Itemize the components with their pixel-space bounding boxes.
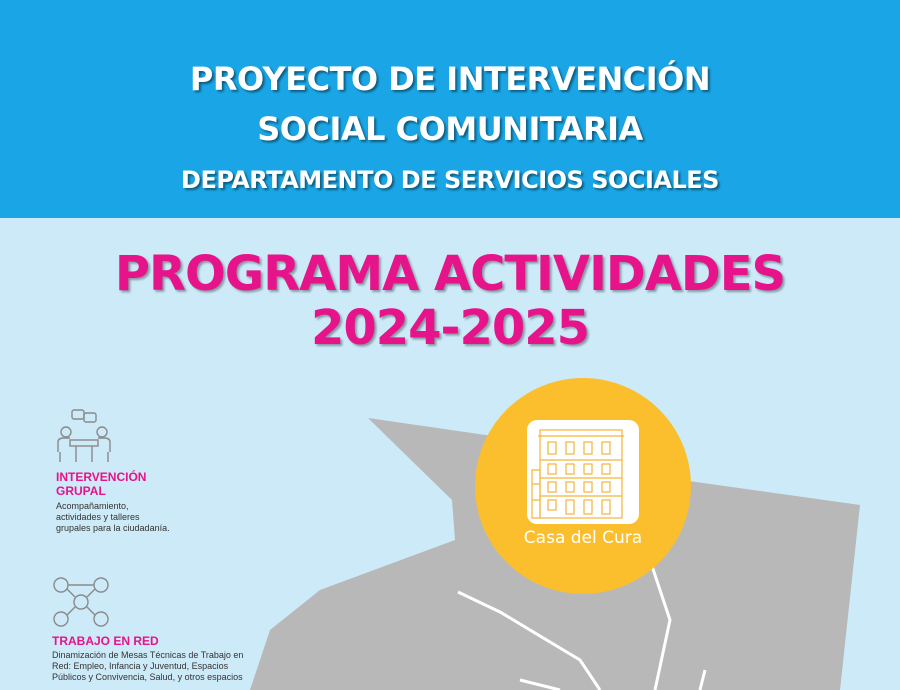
legend-title-group: INTERVENCIÓN GRUPAL: [56, 470, 147, 498]
legend-title-network: TRABAJO EN RED: [52, 634, 159, 648]
building-icon: [527, 420, 639, 524]
program-title: PROGRAMA ACTIVIDADES: [114, 246, 786, 302]
program-years: 2024-2025: [310, 300, 590, 356]
location-name: Casa del Cura: [523, 528, 643, 548]
legend-desc-group: Acompañamiento, actividades y talleres grupales para la ciudadanía.: [56, 501, 170, 533]
legend-desc-network: Dinamización de Mesas Técnicas de Trabajo en Red: Empleo, Infancia y Juventud, Espacios Públicos y Convivencia, Salud, y otros espacios: [52, 650, 244, 682]
header-title-line1: PROYECTO DE INTERVENCIÓN: [189, 60, 711, 98]
group-meeting-icon: [56, 408, 112, 464]
header-subtitle: DEPARTAMENTO DE SERVICIOS SOCIALES: [181, 166, 719, 194]
network-icon: [52, 576, 110, 628]
header-title-line2: SOCIAL COMUNITARIA: [257, 110, 643, 148]
